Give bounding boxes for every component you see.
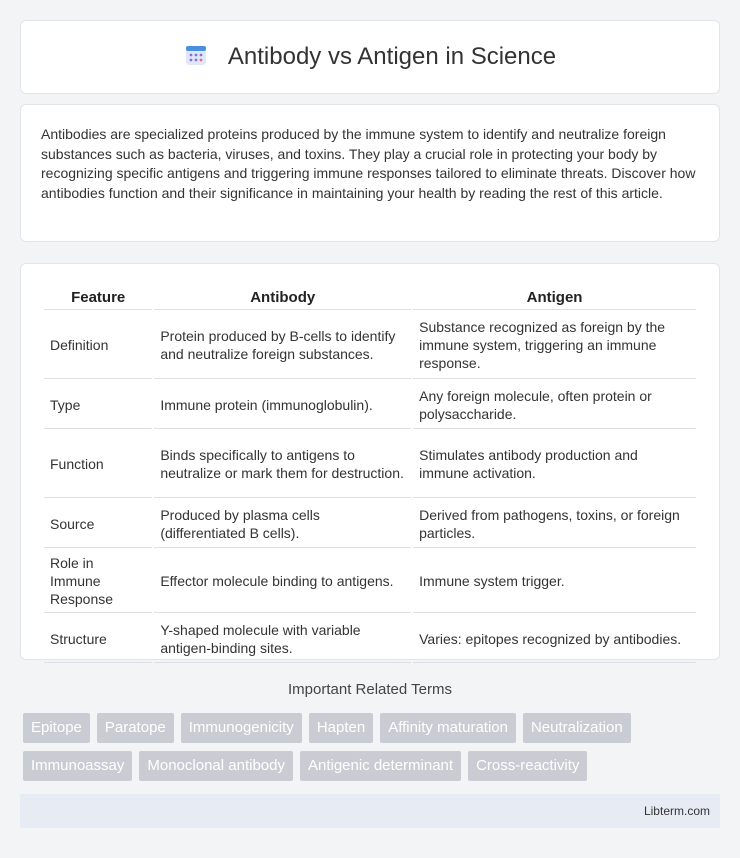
table-row bbox=[44, 615, 696, 663]
cell-antigen: Immune system trigger. bbox=[413, 550, 696, 613]
cell-antibody: Effector molecule binding to antigens. bbox=[154, 550, 411, 613]
related-terms-title: Important Related Terms bbox=[288, 681, 452, 698]
table-row bbox=[44, 431, 696, 498]
cell-feature: Structure bbox=[44, 615, 152, 663]
footer bbox=[20, 794, 720, 828]
table-row bbox=[44, 381, 696, 429]
header-antibody: Antibody bbox=[154, 286, 411, 310]
table-row bbox=[44, 550, 696, 613]
table-row bbox=[44, 312, 696, 379]
tag-immunogenicity[interactable]: Immunogenicity bbox=[181, 713, 302, 743]
cell-feature: Role in Immune Response bbox=[44, 550, 152, 613]
cell-antigen: Derived from pathogens, toxins, or foreign particles. bbox=[413, 500, 696, 548]
tag-paratope[interactable]: Paratope bbox=[97, 713, 174, 743]
page-title: Antibody vs Antigen in Science bbox=[227, 43, 557, 70]
header-inner bbox=[184, 43, 556, 72]
intro-paragraph: Antibodies are specialized proteins produced by the immune system to identify and neutralize foreign substances such as bacteria, viruses, and toxins. They play a crucial role in protecting your body by recognizing specific antigens and triggering immune responses tailored to eliminate threats. Discover how antibodies function and their significance in maintaining your health by reading the rest of this article. bbox=[41, 126, 696, 201]
cell-feature: Type bbox=[44, 381, 152, 429]
tag-monoclonal-antibody[interactable]: Monoclonal antibody bbox=[139, 751, 293, 781]
cell-antigen: Varies: epitopes recognized by antibodies. bbox=[413, 615, 696, 663]
header-antigen: Antigen bbox=[413, 286, 696, 310]
cell-antigen: Substance recognized as foreign by the immune system, triggering an immune response. bbox=[413, 312, 696, 379]
tag-antigenic-determinant[interactable]: Antigenic determinant bbox=[300, 751, 461, 781]
cell-antibody: Produced by plasma cells (differentiated B cells). bbox=[154, 500, 411, 548]
cell-feature: Function bbox=[44, 431, 152, 498]
cell-antibody: Y-shaped molecule with variable antigen-binding sites. bbox=[154, 615, 411, 663]
cell-antibody: Binds specifically to antigens to neutralize or mark them for destruction. bbox=[154, 431, 411, 498]
calendar-grid-icon bbox=[184, 43, 208, 72]
tag-cross-reactivity[interactable]: Cross-reactivity bbox=[468, 751, 587, 781]
cell-antibody: Protein produced by B-cells to identify and neutralize foreign substances. bbox=[154, 312, 411, 379]
tag-neutralization[interactable]: Neutralization bbox=[523, 713, 631, 743]
tag-immunoassay[interactable]: Immunoassay bbox=[23, 751, 132, 781]
related-terms-list bbox=[23, 713, 723, 781]
tag-epitope[interactable]: Epitope bbox=[23, 713, 90, 743]
cell-antigen: Any foreign molecule, often protein or polysaccharide. bbox=[413, 381, 696, 429]
header-card bbox=[20, 20, 720, 94]
tag-hapten[interactable]: Hapten bbox=[309, 713, 373, 743]
tag-affinity-maturation[interactable]: Affinity maturation bbox=[380, 713, 516, 743]
cell-antigen: Stimulates antibody production and immune activation. bbox=[413, 431, 696, 498]
comparison-card bbox=[20, 263, 720, 660]
comparison-table bbox=[42, 284, 698, 665]
cell-feature: Definition bbox=[44, 312, 152, 379]
header-feature: Feature bbox=[44, 286, 152, 310]
cell-feature: Source bbox=[44, 500, 152, 548]
intro-card bbox=[20, 104, 720, 242]
table-header-row bbox=[44, 286, 696, 310]
table-row bbox=[44, 500, 696, 548]
footer-site-link[interactable]: Libterm.com bbox=[643, 804, 710, 818]
cell-antibody: Immune protein (immunoglobulin). bbox=[154, 381, 411, 429]
